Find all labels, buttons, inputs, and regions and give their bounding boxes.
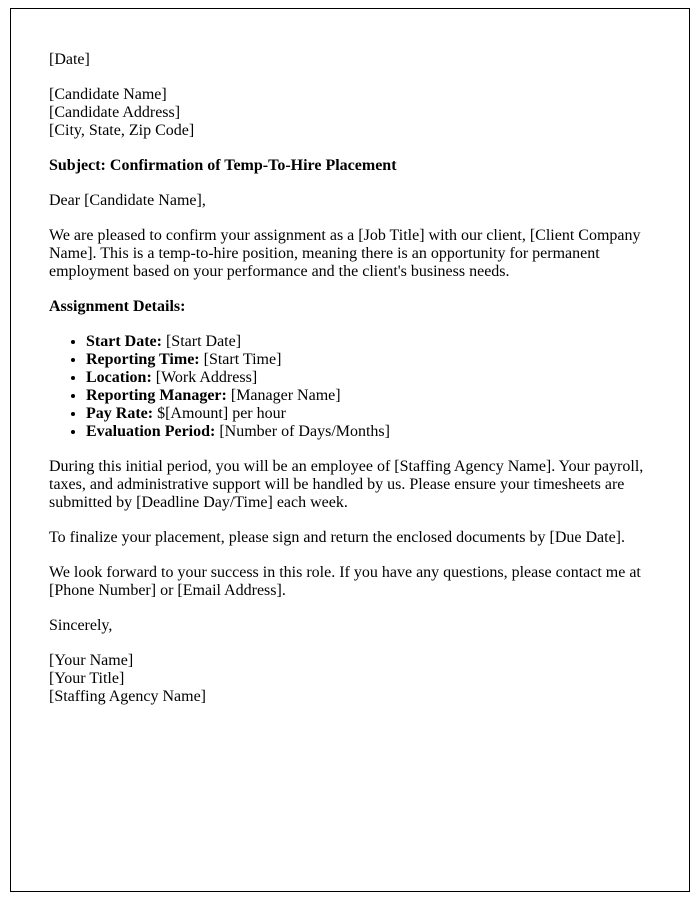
detail-value: [Number of Days/Months] (215, 423, 390, 440)
signature-title: [Your Title] (49, 670, 125, 687)
detail-value: [Start Time] (199, 351, 282, 368)
list-item (86, 405, 649, 423)
assignment-details-list (49, 333, 649, 441)
detail-label: Start Date: (86, 333, 162, 350)
list-item (86, 333, 649, 351)
detail-value: [Start Date] (161, 333, 242, 350)
list-item (86, 387, 649, 405)
intro-paragraph: We are pleased to confirm your assignment as a [Job Title] with our client, [Client Company Name]. This is a temp-to-hire position, meaning there is an opportunity for permanent employment based on your performance and the client's business needs. (49, 227, 641, 280)
closing-line: Sincerely, (49, 617, 113, 634)
detail-label: Evaluation Period: (86, 423, 216, 440)
paragraph-initial-period: During this initial period, you will be an employee of [Staffing Agency Name]. Your payroll, taxes, and administrative support will be handled by us. Please ensure your timesheets are submitted by [Deadline Day/Time] each week. (49, 458, 644, 511)
paragraph-finalize: To finalize your placement, please sign and return the enclosed documents by [Due Date]. (49, 529, 626, 546)
date-line: [Date] (49, 51, 90, 68)
detail-value: [Work Address] (151, 369, 258, 386)
detail-value: $[Amount] per hour (153, 405, 286, 422)
signature-name: [Your Name] (49, 652, 134, 669)
recipient-block (49, 86, 649, 140)
assignment-details-heading: Assignment Details: (49, 298, 186, 315)
detail-label: Reporting Time: (86, 351, 200, 368)
detail-label: Pay Rate: (86, 405, 154, 422)
recipient-name: [Candidate Name] (49, 86, 167, 103)
detail-value: [Manager Name] (226, 387, 341, 404)
detail-label: Location: (86, 369, 152, 386)
paragraph-contact: We look forward to your success in this role. If you have any questions, please contact me at [Phone Number] or [Email Address]. (49, 564, 641, 599)
letter-page (10, 8, 690, 892)
recipient-address: [Candidate Address] (49, 104, 181, 121)
recipient-city-state-zip: [City, State, Zip Code] (49, 122, 195, 139)
list-item (86, 369, 649, 387)
detail-label: Reporting Manager: (86, 387, 227, 404)
list-item (86, 351, 649, 369)
list-item (86, 423, 649, 441)
signature-agency: [Staffing Agency Name] (49, 688, 206, 705)
salutation: Dear [Candidate Name], (49, 192, 206, 209)
subject-line: Subject: Confirmation of Temp-To-Hire Placement (49, 157, 397, 174)
signature-block (49, 652, 649, 706)
